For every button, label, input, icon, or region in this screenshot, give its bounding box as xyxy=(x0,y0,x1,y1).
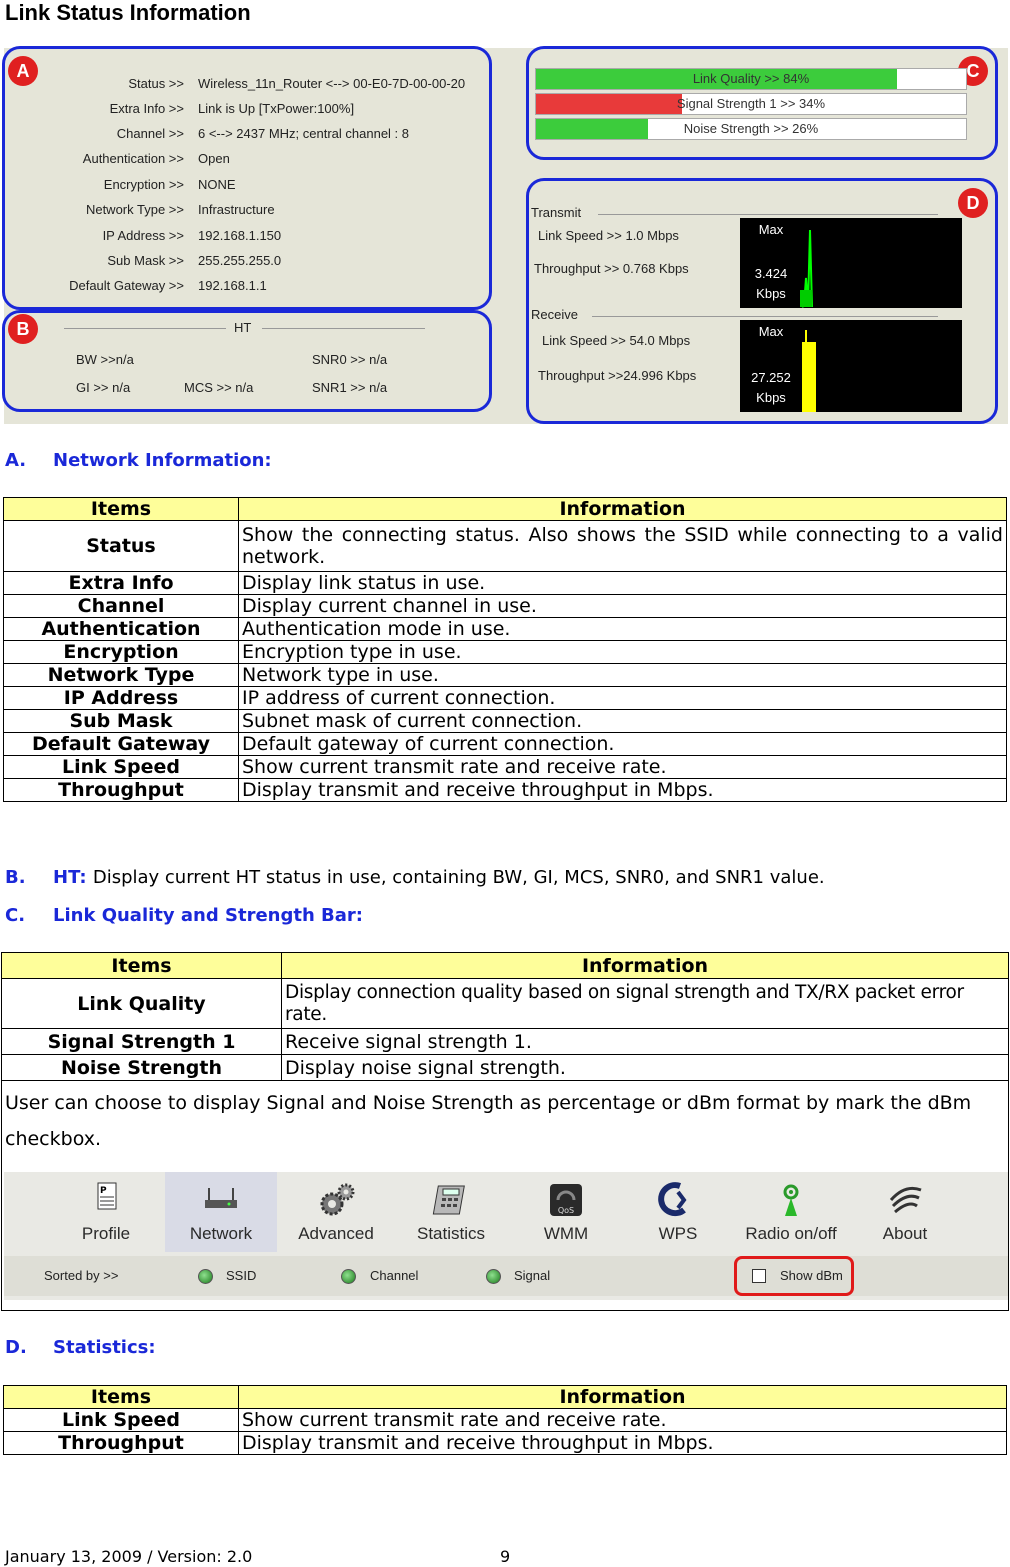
toolbar-label: Radio on/off xyxy=(745,1224,837,1243)
table-header-row xyxy=(4,1386,1007,1409)
header-items: Items xyxy=(2,953,282,979)
rx-max: Max xyxy=(758,324,784,339)
receive-divider xyxy=(592,316,938,317)
strength-bar-label: Link Quality >> 84% xyxy=(692,71,810,86)
statistics-table xyxy=(3,1385,1007,1455)
section-letter: B. xyxy=(5,867,26,888)
info-row xyxy=(4,202,275,222)
table-header-row xyxy=(2,953,1009,979)
info-cell: Display transmit and receive throughput in Mbps. xyxy=(239,1432,1007,1455)
about-icon xyxy=(885,1182,925,1218)
info-row xyxy=(4,101,355,121)
item-cell: Throughput xyxy=(4,779,239,802)
qos-label: QoS xyxy=(557,1206,575,1215)
section-b-heading xyxy=(5,867,825,888)
info-cell: Display connection quality based on signal strength and TX/RX packet error rate. xyxy=(282,979,1009,1029)
signal-label: Signal xyxy=(514,1268,551,1283)
section-title: Statistics: xyxy=(53,1337,156,1358)
toolbar-label: Network xyxy=(189,1224,253,1243)
rx-unit: Kbps xyxy=(756,390,786,405)
calculator-icon xyxy=(431,1182,471,1218)
table-row xyxy=(4,664,1007,687)
info-label: Status >> xyxy=(128,76,184,91)
toolbar-statistics-button[interactable] xyxy=(395,1172,507,1252)
info-label: IP Address >> xyxy=(102,228,184,243)
table-row xyxy=(4,756,1007,779)
toolbar-label: Advanced xyxy=(298,1224,374,1243)
transmit-heading: Transmit xyxy=(531,205,582,220)
info-cell: Show the connecting status. Also shows the SSID while connecting to a valid network. xyxy=(239,521,1007,572)
channel-radio[interactable] xyxy=(341,1269,356,1284)
info-value: Infrastructure xyxy=(198,202,275,217)
badge-c: C xyxy=(958,56,988,86)
qos-icon xyxy=(546,1182,586,1218)
info-row xyxy=(4,126,410,146)
table-row xyxy=(4,618,1007,641)
tx-throughput: Throughput >> 0.768 Kbps xyxy=(534,261,689,276)
section-a-heading xyxy=(5,450,272,471)
ht-divider xyxy=(64,328,226,329)
item-cell: Sub Mask xyxy=(4,710,239,733)
item-cell: Link Quality xyxy=(2,979,282,1029)
info-row xyxy=(4,177,236,197)
header-information: Information xyxy=(239,498,1007,521)
info-cell: Show current transmit rate and receive rate. xyxy=(239,756,1007,779)
info-label: Sub Mask >> xyxy=(107,253,184,268)
item-cell: Status xyxy=(4,521,239,572)
ht-snr1: SNR1 >> n/a xyxy=(312,380,388,395)
section-letter: A. xyxy=(5,450,27,471)
section-c-heading xyxy=(5,905,363,926)
info-cell: Authentication mode in use. xyxy=(239,618,1007,641)
svg-text:P: P xyxy=(100,1186,107,1196)
router-icon xyxy=(201,1182,241,1218)
info-row xyxy=(4,228,282,248)
toolbar-about-button[interactable] xyxy=(849,1172,961,1252)
link-status-screenshot xyxy=(4,48,1008,424)
info-cell: Display transmit and receive throughput in Mbps. xyxy=(239,779,1007,802)
table-row xyxy=(4,1409,1007,1432)
header-information: Information xyxy=(239,1386,1007,1409)
tx-max: Max xyxy=(758,222,784,237)
tx-graph xyxy=(740,218,962,308)
section-letter: C. xyxy=(5,905,26,926)
tx-link-speed: Link Speed >> 1.0 Mbps xyxy=(538,228,679,243)
info-value: 255.255.255.0 xyxy=(198,253,282,268)
rx-graph xyxy=(740,320,962,412)
toolbar-wmm-button[interactable] xyxy=(510,1172,622,1252)
rx-link-speed: Link Speed >> 54.0 Mbps xyxy=(542,333,691,348)
info-cell: Display current channel in use. xyxy=(239,595,1007,618)
toolbar-profile-button[interactable] xyxy=(50,1172,162,1252)
info-cell: IP address of current connection. xyxy=(239,687,1007,710)
toolbar-label: Profile xyxy=(81,1224,131,1243)
table-header-row xyxy=(4,498,1007,521)
table-row xyxy=(4,687,1007,710)
info-label: Default Gateway >> xyxy=(69,278,184,293)
tx-value: 3.424 xyxy=(754,266,788,281)
info-label: Authentication >> xyxy=(82,151,184,166)
dbm-note: User can choose to display Signal and Noise Strength as percentage or dBm format by mark the dBm checkbox. xyxy=(5,1092,972,1150)
header-items: Items xyxy=(4,1386,239,1409)
info-cell: Show current transmit rate and receive rate. xyxy=(239,1409,1007,1432)
item-cell: Signal Strength 1 xyxy=(2,1029,282,1055)
profile-icon xyxy=(86,1182,126,1218)
signal-radio[interactable] xyxy=(486,1269,501,1284)
item-cell: Throughput xyxy=(4,1432,239,1455)
info-label: Network Type >> xyxy=(85,202,184,217)
toolbar-wps-button[interactable] xyxy=(622,1172,734,1252)
header-items: Items xyxy=(4,498,239,521)
ssid-label: SSID xyxy=(226,1268,257,1283)
table-row xyxy=(2,1055,1009,1081)
rx-spike-graph xyxy=(740,320,962,412)
toolbar-label: Statistics xyxy=(416,1224,486,1243)
info-label: Extra Info >> xyxy=(109,101,184,116)
show-dbm-checkbox[interactable] xyxy=(752,1269,766,1283)
header-information: Information xyxy=(282,953,1009,979)
info-row xyxy=(4,278,267,298)
toolbar-label: About xyxy=(882,1224,928,1243)
sort-row xyxy=(4,1256,1008,1296)
item-cell: Noise Strength xyxy=(2,1055,282,1081)
item-cell: IP Address xyxy=(4,687,239,710)
toolbar-network-button[interactable] xyxy=(165,1172,277,1252)
info-value: 192.168.1.1 xyxy=(198,278,267,293)
utility-toolbar-screenshot xyxy=(4,1172,1008,1300)
table-row xyxy=(4,641,1007,664)
network-info-table xyxy=(3,497,1007,802)
section-title: Link Quality and Strength Bar: xyxy=(53,905,363,926)
gears-icon xyxy=(316,1182,356,1218)
strength-bar xyxy=(535,93,967,115)
footer-date-version: January 13, 2009 / Version: 2.0 xyxy=(5,1547,253,1566)
transmit-divider xyxy=(598,214,938,215)
strength-bar-label: Signal Strength 1 >> 34% xyxy=(676,96,826,111)
info-value: Open xyxy=(198,151,230,166)
table-row xyxy=(4,595,1007,618)
table-row xyxy=(4,779,1007,802)
ht-gi: GI >> n/a xyxy=(76,380,131,395)
info-value: Link is Up [TxPower:100%] xyxy=(198,101,355,116)
section-d-heading xyxy=(5,1337,156,1358)
section-title: Network Information: xyxy=(53,450,272,471)
info-value: 6 <--> 2437 MHz; central channel : 8 xyxy=(198,126,410,141)
info-cell: Default gateway of current connection. xyxy=(239,733,1007,756)
item-cell: Encryption xyxy=(4,641,239,664)
toolbar-label: WMM xyxy=(543,1224,589,1243)
info-cell: Encryption type in use. xyxy=(239,641,1007,664)
info-value: 192.168.1.150 xyxy=(198,228,282,243)
badge-d: D xyxy=(958,188,988,218)
rx-value: 27.252 xyxy=(751,370,791,385)
tx-spike-graph xyxy=(740,218,962,308)
item-cell: Network Type xyxy=(4,664,239,687)
info-cell: Display link status in use. xyxy=(239,572,1007,595)
receive-heading: Receive xyxy=(531,307,578,322)
ht-bw: BW >>n/a xyxy=(76,352,134,367)
ht-divider xyxy=(262,328,425,329)
page-title: Link Status Information xyxy=(5,0,251,25)
ht-snr0: SNR0 >> n/a xyxy=(312,352,388,367)
info-label: Channel >> xyxy=(116,126,184,141)
table-row xyxy=(4,710,1007,733)
strength-bar xyxy=(535,118,967,140)
item-cell: Authentication xyxy=(4,618,239,641)
section-letter: D. xyxy=(5,1337,27,1358)
info-row xyxy=(4,253,282,273)
sorted-by-label: Sorted by >> xyxy=(44,1268,119,1283)
wps-icon xyxy=(658,1182,698,1218)
info-label: Encryption >> xyxy=(103,177,184,192)
section-b-text: Display current HT status in use, containing BW, GI, MCS, SNR0, and SNR1 value. xyxy=(92,867,825,888)
info-cell: Subnet mask of current connection. xyxy=(239,710,1007,733)
toolbar-label: WPS xyxy=(658,1224,698,1243)
info-row xyxy=(4,76,466,96)
item-cell: Link Speed xyxy=(4,756,239,779)
table-row xyxy=(2,1029,1009,1055)
table-row xyxy=(2,979,1009,1029)
toolbar-radio-button[interactable] xyxy=(735,1172,847,1252)
info-cell: Display noise signal strength. xyxy=(282,1055,1009,1081)
item-cell: Extra Info xyxy=(4,572,239,595)
rx-throughput: Throughput >>24.996 Kbps xyxy=(538,368,697,383)
show-dbm-label: Show dBm xyxy=(780,1268,843,1283)
strength-bar-label: Noise Strength >> 26% xyxy=(683,121,819,136)
item-cell: Channel xyxy=(4,595,239,618)
tx-unit: Kbps xyxy=(756,286,786,301)
info-value: NONE xyxy=(198,177,236,192)
item-cell: Default Gateway xyxy=(4,733,239,756)
info-value: Wireless_11n_Router <--> 00-E0-7D-00-00-20 xyxy=(198,76,466,91)
table-row xyxy=(4,521,1007,572)
section-title: HT: xyxy=(53,867,87,888)
ht-mcs: MCS >> n/a xyxy=(184,380,254,395)
ht-heading: HT xyxy=(234,320,252,335)
item-cell: Link Speed xyxy=(4,1409,239,1432)
info-row xyxy=(4,151,230,171)
table-row xyxy=(4,733,1007,756)
info-cell: Network type in use. xyxy=(239,664,1007,687)
badge-a: A xyxy=(8,56,38,86)
table-row xyxy=(4,1432,1007,1455)
badge-b: B xyxy=(8,314,38,344)
ssid-radio[interactable] xyxy=(198,1269,213,1284)
radio-icon xyxy=(771,1182,811,1218)
table-row xyxy=(4,572,1007,595)
strength-bar xyxy=(535,68,967,90)
toolbar-advanced-button[interactable] xyxy=(280,1172,392,1252)
footer-page-number: 9 xyxy=(500,1547,511,1566)
info-cell: Receive signal strength 1. xyxy=(282,1029,1009,1055)
channel-label: Channel xyxy=(370,1268,419,1283)
